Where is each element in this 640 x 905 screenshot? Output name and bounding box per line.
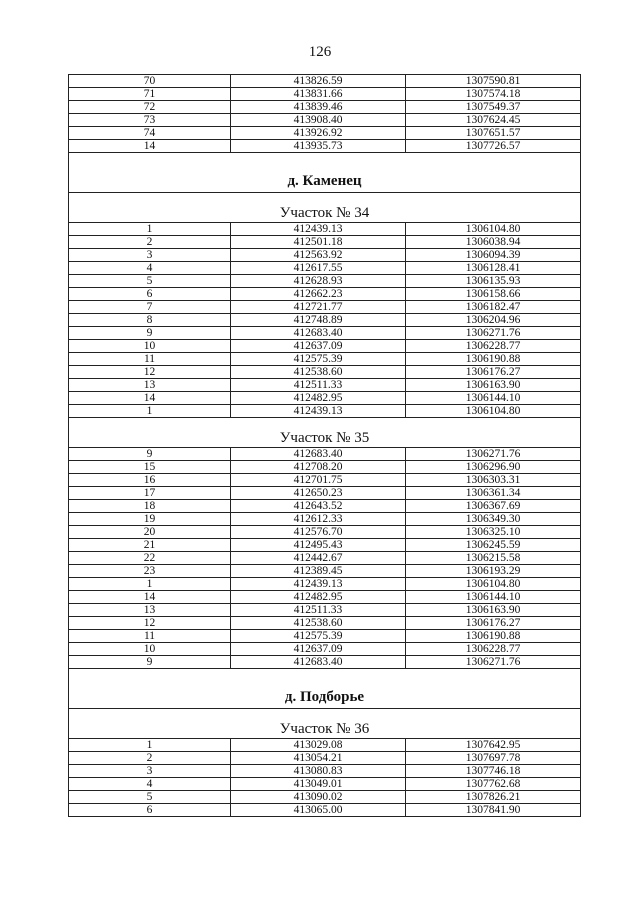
point-number-cell: 10 — [69, 643, 231, 656]
coordinates-table-body — [69, 75, 581, 817]
table-row — [69, 765, 581, 778]
x-coordinate-cell: 412575.39 — [231, 630, 406, 643]
table-row — [69, 140, 581, 153]
x-coordinate-cell: 412538.60 — [231, 366, 406, 379]
x-coordinate-cell: 413049.01 — [231, 778, 406, 791]
table-row — [69, 101, 581, 114]
y-coordinate-cell: 1306325.10 — [406, 526, 581, 539]
point-number-cell: 11 — [69, 630, 231, 643]
x-coordinate-cell: 412575.39 — [231, 353, 406, 366]
y-coordinate-cell: 1307574.18 — [406, 88, 581, 101]
x-coordinate-cell: 412683.40 — [231, 448, 406, 461]
table-row — [69, 578, 581, 591]
y-coordinate-cell: 1307746.18 — [406, 765, 581, 778]
table-row — [69, 114, 581, 127]
table-row — [69, 288, 581, 301]
table-row — [69, 656, 581, 669]
table-row — [69, 487, 581, 500]
table-row — [69, 804, 581, 817]
table-row — [69, 366, 581, 379]
plot-heading: Участок № 35 — [69, 418, 581, 448]
point-number-cell: 71 — [69, 88, 231, 101]
x-coordinate-cell: 412628.93 — [231, 275, 406, 288]
x-coordinate-cell: 413935.73 — [231, 140, 406, 153]
y-coordinate-cell: 1307726.57 — [406, 140, 581, 153]
x-coordinate-cell: 412538.60 — [231, 617, 406, 630]
point-number-cell: 1 — [69, 739, 231, 752]
x-coordinate-cell: 412683.40 — [231, 327, 406, 340]
point-number-cell: 4 — [69, 262, 231, 275]
y-coordinate-cell: 1306245.59 — [406, 539, 581, 552]
x-coordinate-cell: 412637.09 — [231, 340, 406, 353]
y-coordinate-cell: 1306271.76 — [406, 656, 581, 669]
table-row — [69, 513, 581, 526]
table-row — [69, 379, 581, 392]
x-coordinate-cell: 412439.13 — [231, 578, 406, 591]
point-number-cell: 19 — [69, 513, 231, 526]
point-number-cell: 14 — [69, 140, 231, 153]
plot-heading: Участок № 34 — [69, 193, 581, 223]
x-coordinate-cell: 413029.08 — [231, 739, 406, 752]
table-row — [69, 552, 581, 565]
table-row — [69, 88, 581, 101]
x-coordinate-cell: 413054.21 — [231, 752, 406, 765]
point-number-cell: 3 — [69, 765, 231, 778]
table-row — [69, 127, 581, 140]
x-coordinate-cell: 412637.09 — [231, 643, 406, 656]
x-coordinate-cell: 412439.13 — [231, 405, 406, 418]
y-coordinate-cell: 1306204.96 — [406, 314, 581, 327]
point-number-cell: 13 — [69, 604, 231, 617]
x-coordinate-cell: 412612.33 — [231, 513, 406, 526]
x-coordinate-cell: 413090.02 — [231, 791, 406, 804]
y-coordinate-cell: 1306104.80 — [406, 223, 581, 236]
table-row — [69, 474, 581, 487]
village-heading: д. Каменец — [69, 153, 581, 193]
y-coordinate-cell: 1306144.10 — [406, 591, 581, 604]
point-number-cell: 6 — [69, 804, 231, 817]
y-coordinate-cell: 1306104.80 — [406, 405, 581, 418]
x-coordinate-cell: 412748.89 — [231, 314, 406, 327]
table-row — [69, 565, 581, 578]
y-coordinate-cell: 1306228.77 — [406, 643, 581, 656]
x-coordinate-cell: 412482.95 — [231, 392, 406, 405]
y-coordinate-cell: 1306158.66 — [406, 288, 581, 301]
table-row — [69, 752, 581, 765]
point-number-cell: 6 — [69, 288, 231, 301]
point-number-cell: 5 — [69, 275, 231, 288]
y-coordinate-cell: 1306349.30 — [406, 513, 581, 526]
y-coordinate-cell: 1306361.34 — [406, 487, 581, 500]
point-number-cell: 70 — [69, 75, 231, 88]
x-coordinate-cell: 412442.67 — [231, 552, 406, 565]
point-number-cell: 12 — [69, 366, 231, 379]
point-number-cell: 9 — [69, 448, 231, 461]
village-heading-row — [69, 153, 581, 193]
table-row — [69, 314, 581, 327]
x-coordinate-cell: 412482.95 — [231, 591, 406, 604]
table-row — [69, 791, 581, 804]
point-number-cell: 10 — [69, 340, 231, 353]
x-coordinate-cell: 412701.75 — [231, 474, 406, 487]
point-number-cell: 18 — [69, 500, 231, 513]
x-coordinate-cell: 412563.92 — [231, 249, 406, 262]
point-number-cell: 5 — [69, 791, 231, 804]
x-coordinate-cell: 412576.70 — [231, 526, 406, 539]
point-number-cell: 11 — [69, 353, 231, 366]
point-number-cell: 15 — [69, 461, 231, 474]
x-coordinate-cell: 413839.46 — [231, 101, 406, 114]
y-coordinate-cell: 1306094.39 — [406, 249, 581, 262]
plot-heading-row — [69, 418, 581, 448]
x-coordinate-cell: 412501.18 — [231, 236, 406, 249]
y-coordinate-cell: 1306163.90 — [406, 379, 581, 392]
x-coordinate-cell: 412643.52 — [231, 500, 406, 513]
village-heading-row — [69, 669, 581, 709]
point-number-cell: 7 — [69, 301, 231, 314]
table-row — [69, 778, 581, 791]
y-coordinate-cell: 1307697.78 — [406, 752, 581, 765]
table-row — [69, 340, 581, 353]
point-number-cell: 1 — [69, 405, 231, 418]
y-coordinate-cell: 1307826.21 — [406, 791, 581, 804]
table-row — [69, 591, 581, 604]
point-number-cell: 9 — [69, 327, 231, 340]
y-coordinate-cell: 1306271.76 — [406, 327, 581, 340]
y-coordinate-cell: 1307762.68 — [406, 778, 581, 791]
y-coordinate-cell: 1306193.29 — [406, 565, 581, 578]
y-coordinate-cell: 1307651.57 — [406, 127, 581, 140]
y-coordinate-cell: 1306182.47 — [406, 301, 581, 314]
point-number-cell: 13 — [69, 379, 231, 392]
y-coordinate-cell: 1306104.80 — [406, 578, 581, 591]
y-coordinate-cell: 1306303.31 — [406, 474, 581, 487]
point-number-cell: 72 — [69, 101, 231, 114]
point-number-cell: 74 — [69, 127, 231, 140]
x-coordinate-cell: 412650.23 — [231, 487, 406, 500]
point-number-cell: 1 — [69, 578, 231, 591]
point-number-cell: 2 — [69, 752, 231, 765]
point-number-cell: 17 — [69, 487, 231, 500]
x-coordinate-cell: 412511.33 — [231, 379, 406, 392]
table-row — [69, 275, 581, 288]
table-row — [69, 604, 581, 617]
table-row — [69, 223, 581, 236]
y-coordinate-cell: 1306038.94 — [406, 236, 581, 249]
table-row — [69, 75, 581, 88]
coordinates-table — [68, 74, 581, 817]
point-number-cell: 12 — [69, 617, 231, 630]
x-coordinate-cell: 413908.40 — [231, 114, 406, 127]
x-coordinate-cell: 412683.40 — [231, 656, 406, 669]
table-row — [69, 327, 581, 340]
y-coordinate-cell: 1306176.27 — [406, 366, 581, 379]
y-coordinate-cell: 1306176.27 — [406, 617, 581, 630]
point-number-cell: 73 — [69, 114, 231, 127]
table-row — [69, 739, 581, 752]
table-row — [69, 500, 581, 513]
table-row — [69, 405, 581, 418]
point-number-cell: 8 — [69, 314, 231, 327]
x-coordinate-cell: 412389.45 — [231, 565, 406, 578]
x-coordinate-cell: 412511.33 — [231, 604, 406, 617]
y-coordinate-cell: 1306128.41 — [406, 262, 581, 275]
page-number: 126 — [308, 44, 332, 60]
village-heading: д. Подборье — [69, 669, 581, 709]
table-row — [69, 236, 581, 249]
point-number-cell: 9 — [69, 656, 231, 669]
x-coordinate-cell: 413080.83 — [231, 765, 406, 778]
table-row — [69, 262, 581, 275]
y-coordinate-cell: 1307549.37 — [406, 101, 581, 114]
table-row — [69, 353, 581, 366]
table-row — [69, 448, 581, 461]
y-coordinate-cell: 1306190.88 — [406, 353, 581, 366]
y-coordinate-cell: 1307624.45 — [406, 114, 581, 127]
y-coordinate-cell: 1306367.69 — [406, 500, 581, 513]
y-coordinate-cell: 1306228.77 — [406, 340, 581, 353]
plot-heading-row — [69, 709, 581, 739]
y-coordinate-cell: 1306271.76 — [406, 448, 581, 461]
y-coordinate-cell: 1306190.88 — [406, 630, 581, 643]
table-row — [69, 392, 581, 405]
point-number-cell: 23 — [69, 565, 231, 578]
point-number-cell: 20 — [69, 526, 231, 539]
table-row — [69, 526, 581, 539]
y-coordinate-cell: 1306296.90 — [406, 461, 581, 474]
y-coordinate-cell: 1307642.95 — [406, 739, 581, 752]
y-coordinate-cell: 1306135.93 — [406, 275, 581, 288]
point-number-cell: 3 — [69, 249, 231, 262]
x-coordinate-cell: 412721.77 — [231, 301, 406, 314]
point-number-cell: 4 — [69, 778, 231, 791]
x-coordinate-cell: 413926.92 — [231, 127, 406, 140]
x-coordinate-cell: 413831.66 — [231, 88, 406, 101]
table-row — [69, 617, 581, 630]
x-coordinate-cell: 412708.20 — [231, 461, 406, 474]
table-row — [69, 461, 581, 474]
point-number-cell: 14 — [69, 591, 231, 604]
y-coordinate-cell: 1307841.90 — [406, 804, 581, 817]
x-coordinate-cell: 412495.43 — [231, 539, 406, 552]
x-coordinate-cell: 412439.13 — [231, 223, 406, 236]
table-row — [69, 643, 581, 656]
table-row — [69, 249, 581, 262]
table-row — [69, 539, 581, 552]
point-number-cell: 14 — [69, 392, 231, 405]
point-number-cell: 16 — [69, 474, 231, 487]
point-number-cell: 1 — [69, 223, 231, 236]
y-coordinate-cell: 1306163.90 — [406, 604, 581, 617]
x-coordinate-cell: 412662.23 — [231, 288, 406, 301]
plot-heading: Участок № 36 — [69, 709, 581, 739]
y-coordinate-cell: 1306144.10 — [406, 392, 581, 405]
y-coordinate-cell: 1307590.81 — [406, 75, 581, 88]
x-coordinate-cell: 412617.55 — [231, 262, 406, 275]
table-row — [69, 301, 581, 314]
point-number-cell: 21 — [69, 539, 231, 552]
point-number-cell: 22 — [69, 552, 231, 565]
y-coordinate-cell: 1306215.58 — [406, 552, 581, 565]
point-number-cell: 2 — [69, 236, 231, 249]
plot-heading-row — [69, 193, 581, 223]
x-coordinate-cell: 413065.00 — [231, 804, 406, 817]
table-row — [69, 630, 581, 643]
x-coordinate-cell: 413826.59 — [231, 75, 406, 88]
